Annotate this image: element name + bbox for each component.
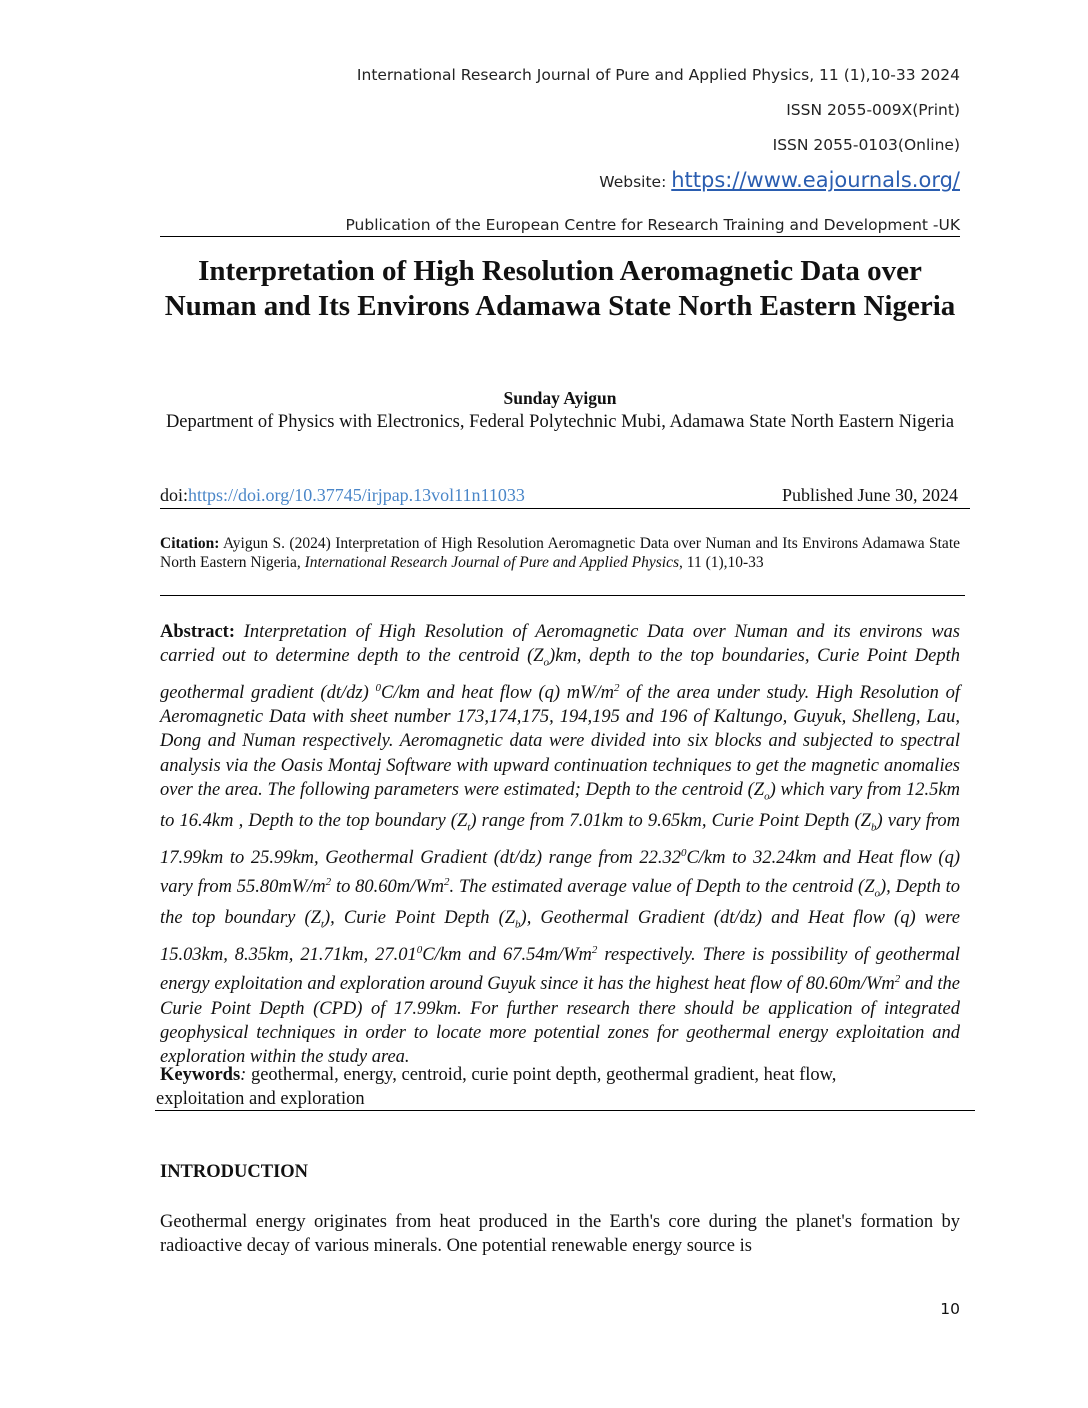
author-name: Sunday Ayigun: [503, 388, 617, 408]
citation-label: Citation:: [160, 535, 220, 552]
publisher-line: Publication of the European Centre for Research Training and Development -UK: [345, 216, 960, 234]
website-link[interactable]: https://www.eajournals.org/: [671, 168, 960, 192]
abstract-label: Abstract:: [160, 622, 236, 642]
doi-label: doi:: [160, 485, 189, 505]
issn-online: ISSN 2055-0103(Online): [772, 136, 960, 154]
introduction-paragraph: Geothermal energy originates from heat produced in the Earth's core during the planet's formation by radioactive decay of various minerals. One potential renewable energy source is: [160, 1212, 960, 1257]
keywords-text: geothermal, energy, centroid, curie point depth, geothermal gradient, heat flow,: [246, 1065, 837, 1085]
keywords-label: Keywords: [160, 1065, 241, 1085]
citation: [160, 535, 960, 572]
citation-text: Ayigun S. (2024) Interpretation of High Resolution Aeromagnetic Data over Numan and Its Environs Adamawa State North Eastern Nigeria,: [160, 535, 960, 571]
author-affiliation: Department of Physics with Electronics, Federal Polytechnic Mubi, Adamawa State North Eastern Nigeria: [165, 412, 955, 432]
paper-title: Interpretation of High Resolution Aeromagnetic Data over Numan and Its Environs Adamawa State North Eastern Nigeria: [164, 255, 956, 322]
issn-print: ISSN 2055-009X(Print): [786, 101, 960, 119]
website-line: [599, 168, 960, 192]
abstract-body: Interpretation of High Resolution of Aeromagnetic Data over Numan and its environs was carried out to determine depth to the centroid $(Z_o)km$, depth to the top boundaries, Curie Point Depth geothermal gradient (dt/dz) $^0$C/km and heat flow (q) $mW/m^2$ of the area under study. High Resolution of Aeromagnetic Data with sheet number 173,174,175, 194,195 and 196 of Kaltungo, Guyuk, Shelleng, Lau, Dong and Numan respectively. Aeromagnetic data were divided into six blocks and subjected to spectral analysis via the Oasis Montaj Software with upward continuation techniques to get the magnetic anomalies over the area. The following parameters were estimated; Depth to the centroid $(Z_o)$ which vary from 12.5km to 16.4km , Depth to the top boundary $(Z_t)$ range from 7.01km to 9.65km, Curie Point Depth $(Z_b)$ vary from 17.99km to 25.99km, Geothermal Gradient (dt/dz) range from 22.32$^0$C/km to 32.24km and Heat flow (q) vary from $55.80mW/m^2$ to 80.60m/Wm$^2$. The estimated average value of Depth to the centroid $(Z_o)$, Depth to the top boundary $(Z_t)$, Curie Point Depth $(Z_b)$, Geothermal Gradient (dt/dz) and Heat flow (q) were 15.03km, 8.35km, 21.71km, 27.01$^0$C/km and 67.54m/Wm$^2$ respectively. There is possibility of geothermal energy exploitation and exploration around Guyuk since it has the highest heat flow of 80.60m/Wm$^2$ and the Curie Point Depth (CPD) of 17.99km. For further research there should be application of integrated geophysical techniques in order to locate more potential zones for geothermal energy exploitation and exploration within the study area.: [160, 622, 961, 1068]
published-date: Published June 30, 2024: [781, 485, 958, 505]
keywords-text-2: exploitation and exploration: [156, 1089, 365, 1109]
doi-rule: [160, 508, 970, 509]
keywords-rule: [155, 1110, 975, 1111]
page-number: 10: [940, 1300, 960, 1318]
citation-rule: [160, 595, 965, 596]
doi-link[interactable]: https://doi.org/10.37745/irjpap.13vol11n11033: [188, 485, 525, 505]
website-label: Website:: [599, 173, 667, 191]
abstract: [160, 620, 960, 1070]
header-rule: [160, 236, 960, 237]
section-heading-introduction: INTRODUCTION: [160, 1162, 309, 1182]
keywords-colon: :: [240, 1065, 247, 1085]
keywords: [156, 1063, 960, 1111]
citation-end: , 11 (1),10-33: [679, 553, 764, 571]
journal-line: International Research Journal of Pure and Applied Physics, 11 (1),10-33 2024: [356, 66, 960, 84]
citation-journal: International Research Journal of Pure and Applied Physics: [304, 553, 680, 571]
doi-line: [160, 485, 525, 506]
